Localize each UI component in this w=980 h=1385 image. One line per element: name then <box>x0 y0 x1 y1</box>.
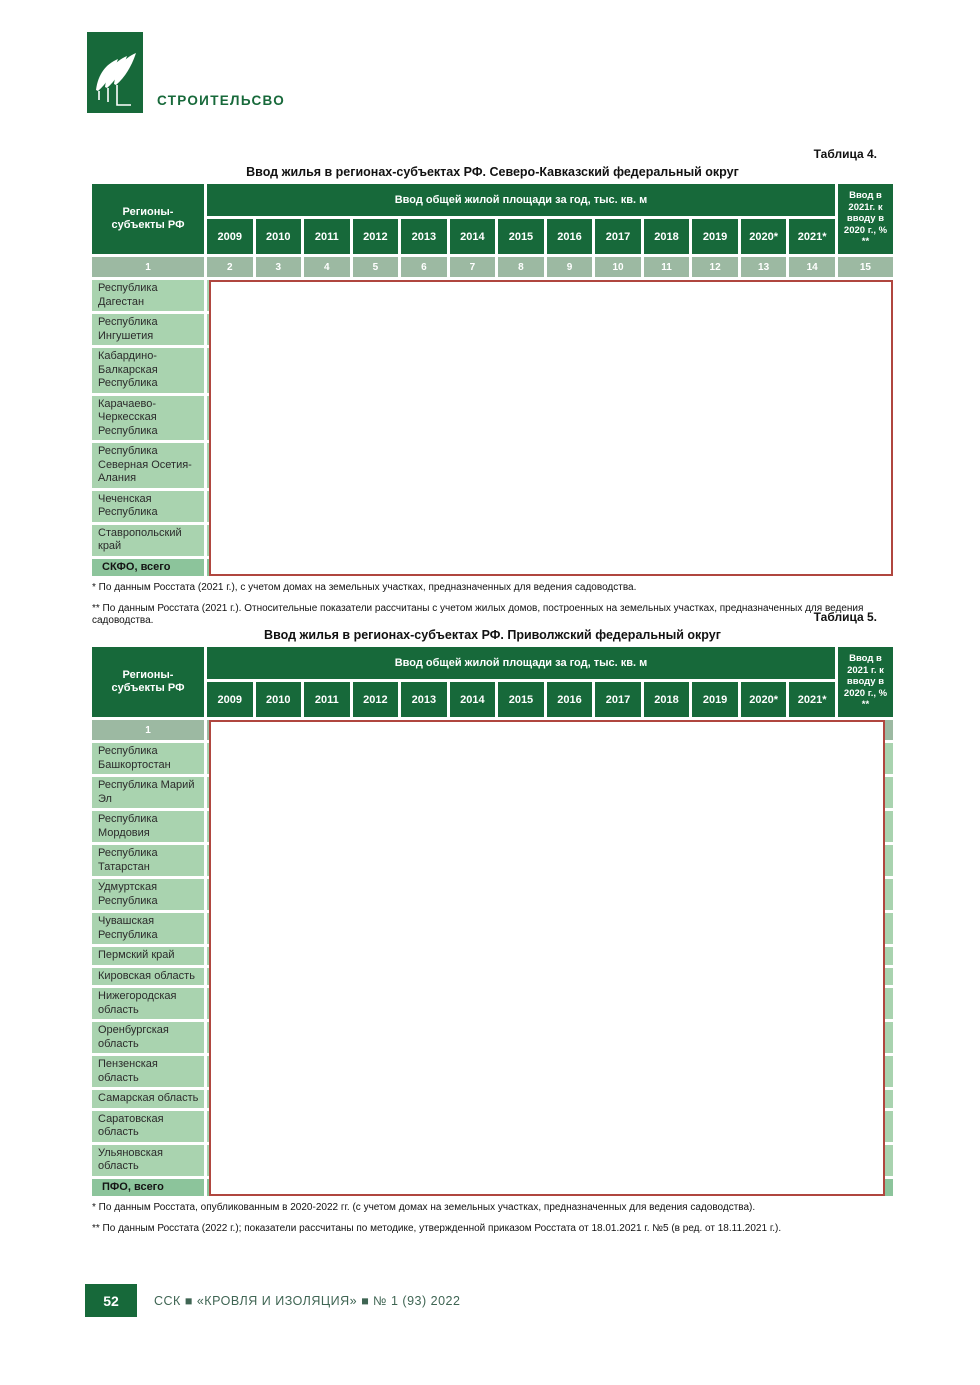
year-header-cell: 2012 <box>353 219 399 254</box>
column-number-cell: 14 <box>789 257 835 277</box>
leaves-icon <box>87 32 143 113</box>
table-5-title: Ввод жилья в регионах-субъектах РФ. Приволжский федеральный округ <box>264 628 721 642</box>
year-header-cell: 2018 <box>644 219 690 254</box>
region-label-cell: Пермский край <box>92 947 204 965</box>
year-header-cell: 2009 <box>207 682 253 717</box>
year-header-cell: 2011 <box>304 219 350 254</box>
publisher-logo <box>87 32 143 113</box>
region-label-cell: Республика Марий Эл <box>92 777 204 808</box>
group-header-cell: Ввод общей жилой площади за год, тыс. кв. м <box>207 184 835 216</box>
region-label-cell: Республика Дагестан <box>92 280 204 311</box>
region-label-cell: Самарская область <box>92 1090 204 1108</box>
table-5-block <box>92 610 893 1235</box>
year-header-cell: 2013 <box>401 682 447 717</box>
year-header-cell: 2016 <box>547 219 593 254</box>
column-number-cell: 6 <box>401 257 447 277</box>
region-label-cell: Кировская область <box>92 968 204 986</box>
year-header-cell: 2010 <box>256 219 302 254</box>
column-number-cell: 12 <box>692 257 738 277</box>
year-header-cell: 2014 <box>450 219 496 254</box>
region-label-cell: Ставропольский край <box>92 525 204 556</box>
year-header-group <box>207 184 835 254</box>
year-header-row <box>207 682 835 717</box>
table-4 <box>92 184 893 576</box>
year-header-cell: 2019 <box>692 219 738 254</box>
table-5 <box>92 647 893 1196</box>
column-number-cell: 9 <box>547 257 593 277</box>
column-number-cell: 8 <box>498 257 544 277</box>
year-header-cell: 2015 <box>498 682 544 717</box>
column-number-cell: 3 <box>256 257 302 277</box>
ratio-header-cell: Ввод в 2021г. к вводу в 2020 г., % ** <box>838 184 893 254</box>
region-label-cell: Пензенская область <box>92 1056 204 1087</box>
region-label-cell: Чувашская Республика <box>92 913 204 944</box>
column-number-cell: 1 <box>92 720 204 740</box>
page-footer <box>85 1284 460 1317</box>
region-label-cell: Удмуртская Республика <box>92 879 204 910</box>
year-header-cell: 2018 <box>644 682 690 717</box>
region-label-cell: Кабардино-Балкарская Республика <box>92 348 204 393</box>
column-number-cell: 7 <box>450 257 496 277</box>
region-label-cell: Республика Татарстан <box>92 845 204 876</box>
year-header-cell: 2020* <box>741 219 787 254</box>
year-header-cell: 2012 <box>353 682 399 717</box>
table-5-number-label: Таблица 5. <box>813 610 877 624</box>
region-label-cell: Республика Северная Осетия-Алания <box>92 443 204 488</box>
region-label-cell: СКФО, всего <box>92 559 204 577</box>
column-number-cell: 2 <box>207 257 253 277</box>
blank-data-overlay <box>209 720 885 1196</box>
year-header-cell: 2021* <box>789 219 835 254</box>
table-4-block <box>92 147 893 627</box>
column-number-cell: 11 <box>644 257 690 277</box>
region-label-cell: Оренбургская область <box>92 1022 204 1053</box>
year-header-cell: 2010 <box>256 682 302 717</box>
table-4-title: Ввод жилья в регионах-субъектах РФ. Северо-Кавказский федеральный округ <box>246 165 739 179</box>
year-header-row <box>207 219 835 254</box>
table-5-footnotes <box>92 1202 893 1235</box>
region-label-cell: Республика Мордовия <box>92 811 204 842</box>
region-label-cell: Чеченская Республика <box>92 491 204 522</box>
stub-header-cell: Регионы-субъекты РФ <box>92 647 204 717</box>
stub-header-cell: Регионы-субъекты РФ <box>92 184 204 254</box>
ratio-header-cell: Ввод в 2021 г. к вводу в 2020 г., % ** <box>838 647 893 717</box>
blank-data-overlay <box>209 280 893 576</box>
footnote: * По данным Росстата, опубликованным в 2020-2022 гг. (с учетом домах на земельных участках, предназначенных для ведения садоводства). <box>92 1202 756 1213</box>
year-header-cell: 2017 <box>595 219 641 254</box>
section-label: СТРОИТЕЛЬСВО <box>157 93 286 108</box>
year-header-cell: 2021* <box>789 682 835 717</box>
column-number-cell: 4 <box>304 257 350 277</box>
table-5-header <box>92 647 893 717</box>
region-label-cell: Нижегородская область <box>92 988 204 1019</box>
region-label-cell: Саратовская область <box>92 1111 204 1142</box>
region-label-cell: Республика Ингушетия <box>92 314 204 345</box>
column-number-row <box>92 257 893 277</box>
year-header-cell: 2017 <box>595 682 641 717</box>
year-header-cell: 2014 <box>450 682 496 717</box>
page-number-badge: 52 <box>85 1284 137 1317</box>
table-4-header <box>92 184 893 254</box>
footnote: ** По данным Росстата (2021 г.). Относительные показатели рассчитаны с учетом жилых домов, построенных на земельных участках, предназначенных для ведения садоводства. <box>92 603 864 626</box>
region-label-cell: ПФО, всего <box>92 1179 204 1197</box>
year-header-cell: 2019 <box>692 682 738 717</box>
region-label-cell: Ульяновская область <box>92 1145 204 1176</box>
footnote: ** По данным Росстата (2022 г.); показатели рассчитаны по методике, утвержденной приказом Росстата от 18.01.2021 г. №5 (в ред. от 18.11.2021 г.). <box>92 1223 782 1234</box>
year-header-cell: 2020* <box>741 682 787 717</box>
year-header-cell: 2013 <box>401 219 447 254</box>
group-header-cell: Ввод общей жилой площади за год, тыс. кв. м <box>207 647 835 679</box>
year-header-cell: 2011 <box>304 682 350 717</box>
column-number-cell: 1 <box>92 257 204 277</box>
year-header-cell: 2015 <box>498 219 544 254</box>
column-number-cell: 15 <box>838 257 893 277</box>
year-header-group <box>207 647 835 717</box>
region-label-cell: Республика Башкортостан <box>92 743 204 774</box>
journal-issue-line: ССК ■ «КРОВЛЯ И ИЗОЛЯЦИЯ» ■ № 1 (93) 2022 <box>154 1293 461 1308</box>
footnote: * По данным Росстата (2021 г.), с учетом домах на земельных участках, предназначенных для ведения садоводства. <box>92 582 637 593</box>
region-label-cell: Карачаево-Черкесская Республика <box>92 396 204 441</box>
column-number-cell: 13 <box>741 257 787 277</box>
table-4-number-label: Таблица 4. <box>813 147 877 161</box>
column-number-cell: 10 <box>595 257 641 277</box>
column-number-cell: 5 <box>353 257 399 277</box>
year-header-cell: 2009 <box>207 219 253 254</box>
year-header-cell: 2016 <box>547 682 593 717</box>
